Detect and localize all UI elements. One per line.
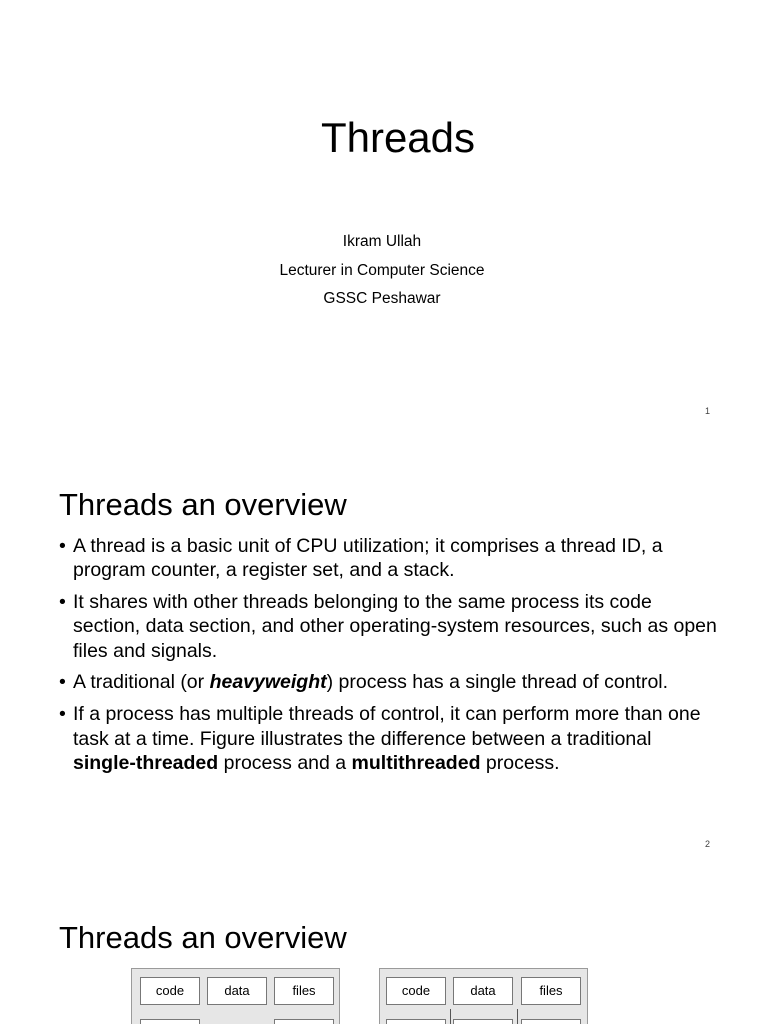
bullet-text: It shares with other threads belonging to the same process its code section, data section, and other operating-system resources, such as open files and signals. [73,591,717,662]
registers-box [453,1019,513,1024]
bullet-item [59,670,719,694]
bullet-text-start: If a process has multiple threads of control, it can perform more than one task at a time. Figure illustrates the difference between a traditional [73,703,701,750]
bullet-text-end: ) process has a single thread of control. [326,671,669,694]
bullet-text-end: process. [480,751,560,774]
slide-heading: Threads an overview [59,487,347,522]
code-box: code [140,977,200,1005]
registers-box [386,1019,446,1024]
bullet-item [59,702,719,775]
bullet-emphasis: heavyweight [209,671,327,694]
data-box: data [207,977,267,1005]
title-slide [0,0,768,433]
bullet-text-start: A traditional (or [73,671,210,694]
overview-slide [0,433,768,866]
page-number: 2 [704,839,710,849]
bullet-marker: • [59,671,66,694]
code-box: code [386,977,446,1005]
files-box: files [274,977,334,1005]
data-box: data [453,977,513,1005]
bullet-item [59,590,719,663]
author-position: Lecturer in Computer Science [279,261,485,279]
diagram-slide [0,866,768,1024]
bullet-list [59,534,719,783]
author-name: Ikram Ullah [342,233,422,250]
bullet-item [59,534,719,583]
thread-divider [450,1009,451,1024]
registers-box [140,1019,200,1024]
stack-box [274,1019,334,1024]
bullet-text: A thread is a basic unit of CPU utilization; it comprises a thread ID, a program counter, a register set, and a stack. [73,535,663,582]
bullet-marker: • [59,535,66,557]
bullet-marker: • [59,591,66,614]
author-block [0,228,764,314]
bullet-bold-multithreaded: multithreaded [351,751,481,774]
files-box: files [521,977,581,1005]
thread-divider [517,1009,518,1024]
registers-box [521,1019,581,1024]
bullet-text-middle: process and a [218,751,352,774]
slide-heading: Threads an overview [59,920,347,955]
single-threaded-diagram [131,968,340,1024]
multithreaded-diagram [379,968,588,1024]
author-institution: GSSC Peshawar [323,290,441,307]
bullet-bold-single-threaded: single-threaded [73,751,219,774]
page-number: 1 [704,406,710,416]
slide-title: Threads [320,114,476,161]
bullet-marker: • [59,703,66,726]
